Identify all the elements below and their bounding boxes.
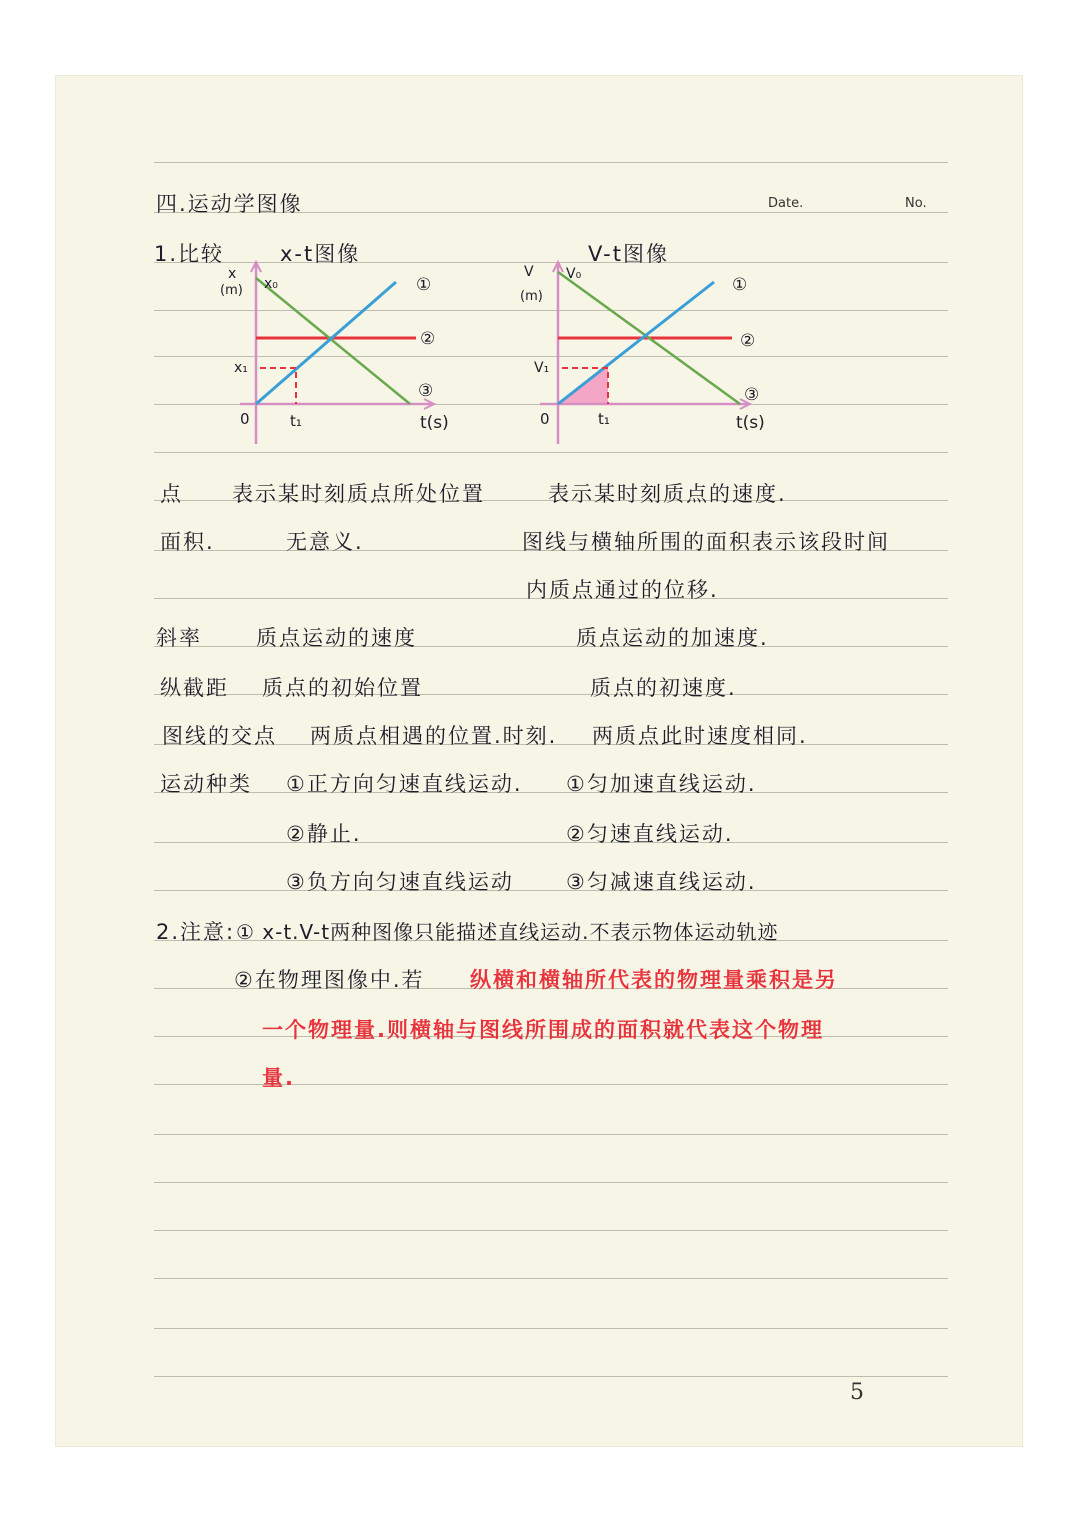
row-motion-xt-1: ①正方向匀速直线运动. <box>286 772 523 796</box>
row-area-xt: 无意义. <box>286 530 364 554</box>
vt-line-2-label: ② <box>740 331 756 351</box>
vt-v1-label: V₁ <box>534 360 550 376</box>
row-slope-xt: 质点运动的速度 <box>256 626 417 650</box>
vt-x-label: t(s) <box>736 413 765 433</box>
row-motion-vt-2: ②匀速直线运动. <box>566 822 734 846</box>
ruled-line <box>154 1376 948 1377</box>
row-motion-vt-3: ③匀减速直线运动. <box>566 870 757 894</box>
ruled-line <box>154 1182 948 1183</box>
row-point-label: 点 <box>160 482 183 506</box>
ruled-line <box>154 162 948 163</box>
xt-y-label: x <box>228 266 237 282</box>
xt-line-2-label: ② <box>420 329 436 349</box>
row-point-xt: 表示某时刻质点所处位置 <box>232 482 485 506</box>
vt-origin: 0 <box>540 410 550 428</box>
row-intercept-label: 纵截距 <box>160 676 229 700</box>
row-area-label: 面积. <box>160 530 215 554</box>
xt-line-1-label: ① <box>416 275 432 295</box>
row-intercept-vt: 质点的初速度. <box>590 676 737 700</box>
vt-y-label: V <box>524 264 534 280</box>
xt-graph-title: x-t图像 <box>280 242 361 266</box>
ruled-line <box>154 792 948 793</box>
vt-v0-label: V₀ <box>566 266 582 282</box>
ruled-line <box>154 1278 948 1279</box>
row-motion-xt-3: ③负方向匀速直线运动 <box>286 870 514 894</box>
vt-t1-label: t₁ <box>598 410 610 428</box>
row-area-vt-1: 图线与横轴所围的面积表示该段时间 <box>522 530 890 554</box>
xt-x0-label: x₀ <box>264 276 278 292</box>
note-2-highlight-2: 一个物理量.则横轴与图线所围成的面积就代表这个物理 <box>262 1018 824 1042</box>
ruled-line <box>154 452 948 453</box>
row-area-vt-2: 内质点通过的位移. <box>526 578 719 602</box>
vt-y-unit: (m) <box>520 289 543 304</box>
row-point-vt: 表示某时刻质点的速度. <box>548 482 787 506</box>
notes-label: 2.注意: <box>156 920 236 944</box>
row-motion-label: 运动种类 <box>160 772 252 796</box>
row-motion-xt-2: ②静止. <box>286 822 362 846</box>
row-intersection-vt: 两质点此时速度相同. <box>592 724 808 748</box>
row-intersection-label: 图线的交点 <box>162 724 277 748</box>
xt-line-3-label: ③ <box>418 381 434 401</box>
ruled-line <box>154 890 948 891</box>
section-label: 1.比较 <box>154 242 225 266</box>
date-label: Date. <box>768 196 804 211</box>
ruled-line <box>154 842 948 843</box>
row-motion-vt-1: ①匀加速直线运动. <box>566 772 757 796</box>
note-2-highlight-1: 纵横和横轴所代表的物理量乘积是另 <box>470 968 838 992</box>
vt-graph-title: V-t图像 <box>588 242 669 266</box>
page-title: 四.运动学图像 <box>156 192 303 216</box>
xt-origin: 0 <box>240 410 250 428</box>
row-intercept-xt: 质点的初始位置 <box>262 676 423 700</box>
ruled-line <box>154 1134 948 1135</box>
no-label: No. <box>905 196 927 211</box>
xt-graph <box>220 258 480 448</box>
ruled-line <box>154 1230 948 1231</box>
vt-line-1 <box>558 282 714 404</box>
xt-y-unit: (m) <box>220 283 243 298</box>
page-number: 5 <box>850 1380 864 1405</box>
note-2-highlight-3: 量. <box>262 1066 295 1090</box>
note-1: ① x-t.V-t两种图像只能描述直线运动.不表示物体运动轨迹 <box>236 920 779 944</box>
vt-line-1-label: ① <box>732 275 748 295</box>
vt-line-3-label: ③ <box>744 385 760 405</box>
note-2-prefix: ②在物理图像中.若 <box>234 968 425 992</box>
ruled-line <box>154 1328 948 1329</box>
row-intersection-xt: 两质点相遇的位置.时刻. <box>310 724 558 748</box>
row-slope-vt: 质点运动的加速度. <box>576 626 769 650</box>
xt-x-label: t(s) <box>420 413 449 433</box>
xt-x1-label: x₁ <box>234 360 248 376</box>
vt-graph <box>518 258 788 448</box>
xt-t1-label: t₁ <box>290 412 302 430</box>
xt-line-1 <box>256 282 396 404</box>
row-slope-label: 斜率 <box>156 626 202 650</box>
